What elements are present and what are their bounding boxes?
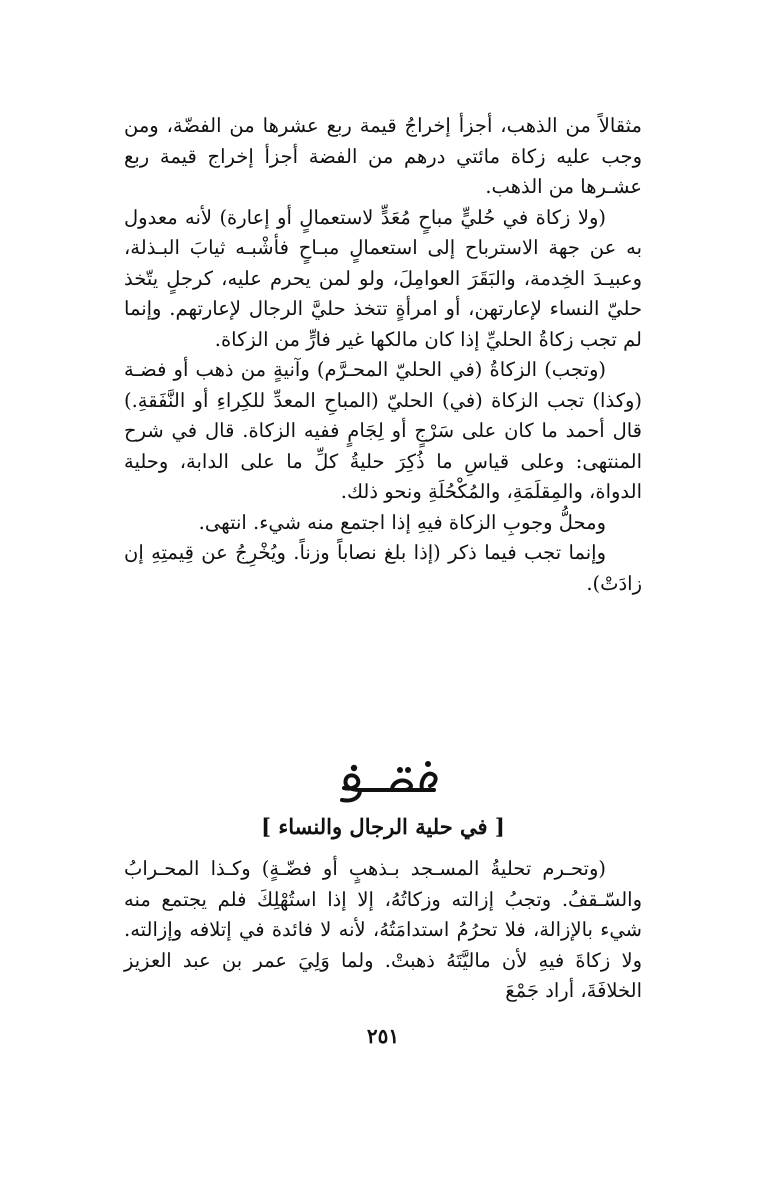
- paragraph-forbidden-jewelry: (وتجب) الزكاةُ (في الحليّ المحـرَّم) وآنيةٍ من ذهب أو فضـة (وكذا) تجب الزكاة (في) الحليّ (المباحِ المعدِّ للكِراءِ أو النَّفَقةِ.) قال أحمد ما كان على سَرْجٍ أو لِجَامٍ ففيه الزكاة. قال في شرح المنتهى: وعلى قياسِ ما ذُكِرَ حليةُ كلِّ ما على الدابة، وحلية الدواة، والمِقلَمَةِ، والمُكْحُلَةِ ونحو ذلك.: [124, 358, 642, 503]
- paragraph-mosque-decoration: (وتحـرم تحليةُ المسـجد بـذهبٍ أو فضّـةٍ) وكـذا المحـرابُ والسّـقفُ. وتجبُ إزالته وزكاتُهُ، إلا إذا استُهْلِكَ فلم يجتمع منه شيء بالإزالة، فلا تحرُمُ استدامَتُهُ، لأنه لا فائدة في إتلافه وإزالته. ولا زكاةَ فيهِ لأن ماليَّتَهُ ذهبتْ. ولما وَلِيَ عمر بن عبد العزيز الخلافَةَ، أراد جَمْعَ: [124, 857, 642, 1002]
- paragraph-jewelry-exemption: (ولا زكاة في حُليٍّ مباحٍ مُعَدٍّ لاستعمالٍ أو إعارة) لأنه معدول به عن جهة الاسترباح إلى استعمالٍ مبـاحٍ فأشْبـه ثيابَ البـذلة، وعبيـدَ الخِدمة، والبَقَرَ العوامِلَ، ولو لمن يحرم عليه، كرجلٍ يتّخذ حليّ النساء لإعارتهن، أو امرأةٍ تتخذ حليَّ الرجال لإعارتهم. وإنما لم تجب زكاةُ الحليِّ إذا كان مالكها غير فارٍّ من الزكاة.: [124, 205, 642, 351]
- section-heading: [ في حلية الرجال والنساء ]: [261, 814, 505, 839]
- bottom-text-block: [124, 854, 642, 1007]
- page-number: ٢٥١: [366, 1024, 400, 1048]
- paragraph-obligation-note: ومحلُّ وجوبِ الزكاة فيهِ إذا اجتمع منه شيء. انتهى.: [198, 510, 606, 534]
- paragraph-continuation: مثقالاً من الذهب، أجزأ إخراجُ قيمة ربع عشرها من الفضّة، ومن وجب عليه زكاة مائتي درهم من الفضة أجزأ إخراج قيمة ربع عشـرها من الذهب.: [124, 114, 642, 198]
- top-text-block: [124, 111, 642, 599]
- paragraph-nisab: وإنما تجب فيما ذكر (إذا بلغ نصاباً وزناً. ويُخْرِجُ عن قِيمتِهِ إن زادَتْ).: [124, 541, 642, 595]
- fasl-ornament: [330, 752, 440, 808]
